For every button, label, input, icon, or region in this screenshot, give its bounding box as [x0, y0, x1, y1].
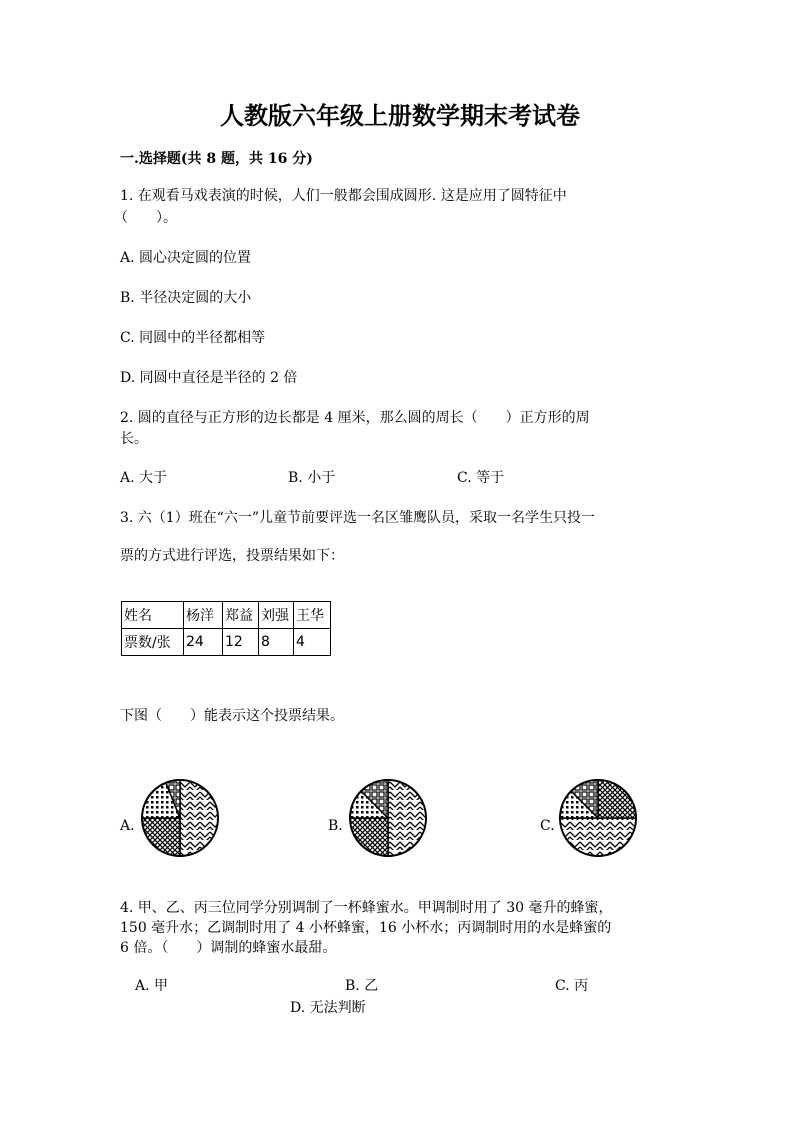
q4-option-c: C. 丙 [555, 978, 589, 994]
q2-option-c: C. 等于 [457, 470, 505, 486]
table-row [122, 629, 331, 656]
q1-stem-line2: （ ）。 [114, 210, 177, 226]
vote-table [121, 601, 331, 656]
q2-option-a: A. 大于 [120, 470, 168, 486]
q3-option-c-label: C. [540, 818, 555, 834]
page-title: 人教版六年级上册数学期末考试卷 [220, 101, 580, 130]
q1-option-a: A. 圆心决定圆的位置 [120, 250, 252, 266]
table-row [122, 602, 331, 629]
pie-chart-a [142, 780, 218, 856]
table-cell: 王华 [294, 602, 331, 629]
table-cell: 刘强 [259, 602, 294, 629]
q3-stem-line1: 3. 六（1）班在“六一”儿童节前要评选一名区雏鹰队员，采取一名学生只投一 [120, 510, 596, 526]
section-heading: 一.选择题(共 8 题，共 16 分) [120, 151, 313, 167]
table-cell: 8 [259, 629, 294, 656]
q4-option-a: A. 甲 [135, 978, 169, 994]
q4-stem-line3: 6 倍。（ ）调制的蜂蜜水最甜。 [120, 940, 337, 956]
table-cell: 4 [294, 629, 331, 656]
q3-prompt: 下图（ ）能表示这个投票结果。 [120, 708, 344, 724]
table-cell: 姓名 [122, 602, 184, 629]
q4-option-b: B. 乙 [345, 978, 379, 994]
q4-stem-line2: 150 毫升水；乙调制时用了 4 小杯蜂蜜，16 小杯水；丙调制时用的水是蜂蜜的 [120, 920, 612, 936]
q3-option-a-label: A. [120, 818, 135, 834]
table-cell: 票数/张 [122, 629, 184, 656]
table-cell: 郑益 [223, 602, 259, 629]
q3-option-b-label: B. [328, 818, 343, 834]
pie-chart-b [350, 780, 426, 856]
q4-option-d: D. 无法判断 [290, 1000, 366, 1016]
q1-option-c: C. 同圆中的半径都相等 [120, 330, 266, 346]
q3-stem-line2: 票的方式进行评选，投票结果如下： [120, 548, 344, 564]
table-cell: 杨洋 [184, 602, 223, 629]
table-cell: 24 [184, 629, 223, 656]
q2-option-b: B. 小于 [288, 470, 336, 486]
q1-option-d: D. 同圆中直径是半径的 2 倍 [120, 370, 298, 386]
q4-stem-line1: 4. 甲、乙、丙三位同学分别调制了一杯蜂蜜水。甲调制时用了 30 毫升的蜂蜜， [120, 900, 613, 916]
pie-chart-c [560, 780, 636, 856]
q1-option-b: B. 半径决定圆的大小 [120, 290, 252, 306]
q1-stem-line1: 1. 在观看马戏表演的时候，人们一般都会围成圆形. 这是应用了圆特征中 [120, 188, 567, 204]
q2-stem-line1: 2. 圆的直径与正方形的边长都是 4 厘米，那么圆的周长（ ）正方形的周 [120, 410, 590, 426]
q2-stem-line2: 长。 [120, 431, 148, 447]
table-cell: 12 [223, 629, 259, 656]
